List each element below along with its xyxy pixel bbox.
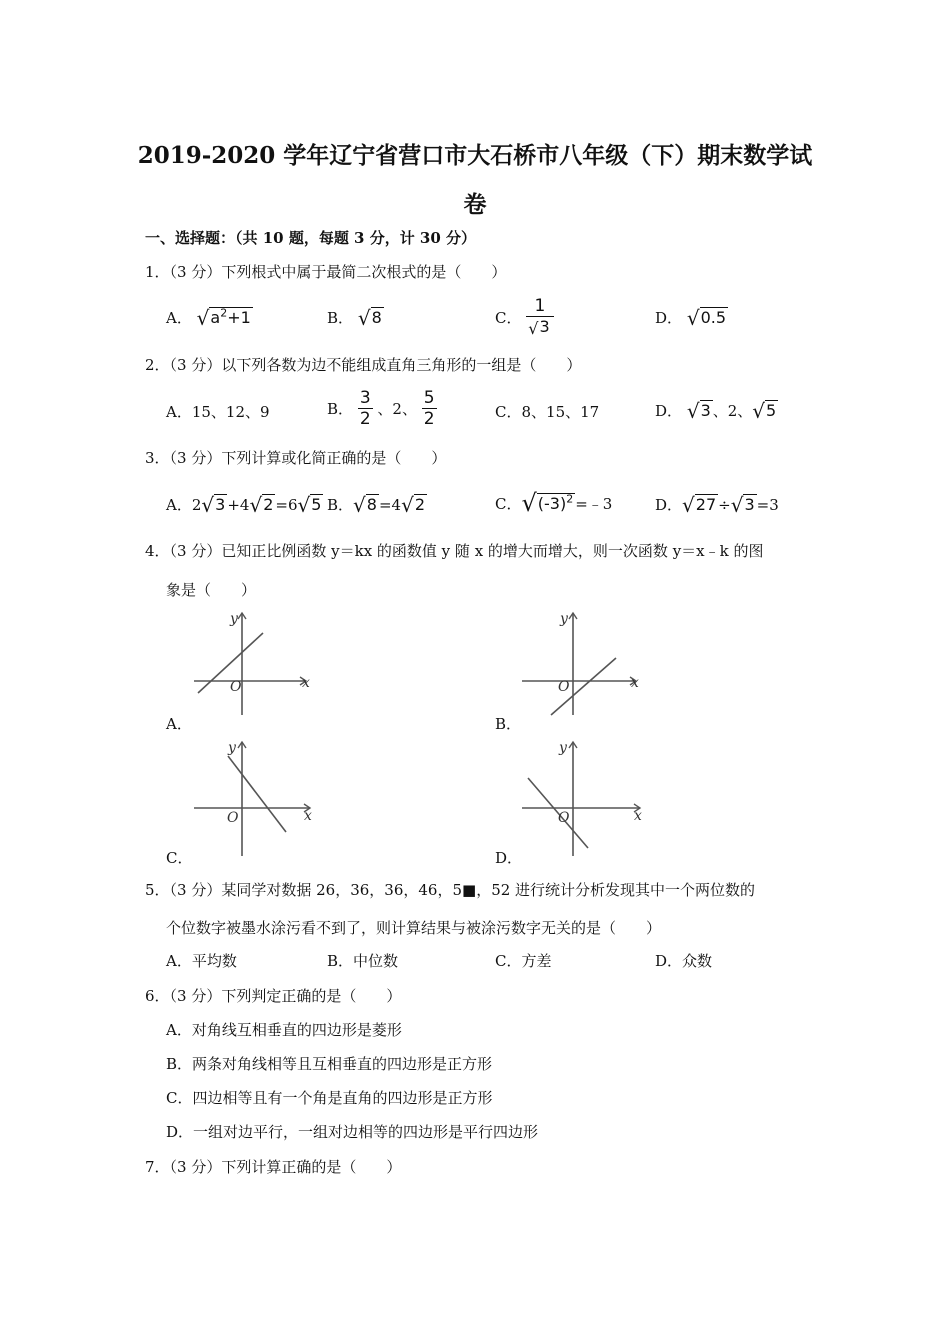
q3-option-a: A．2√3 +4√2 =6√5 <box>166 493 322 517</box>
origin-label: O <box>230 679 242 695</box>
origin-label: O <box>558 810 570 826</box>
q6-option-c: C．四边相等且有一个角是直角的四边形是正方形 <box>166 1089 493 1107</box>
q4-option-a-label: A． <box>166 715 192 733</box>
q5-option-c: C．方差 <box>495 952 552 970</box>
question-4-stem-line2: 象是（ ） <box>166 581 257 599</box>
q4-graph-d <box>518 738 648 858</box>
question-3-stem: 3．（3 分）下列计算或化简正确的是（ ） <box>145 449 447 467</box>
q3-option-b: B．√8 =4√2 <box>327 493 426 517</box>
q4-option-c-label: C． <box>166 849 193 867</box>
q4-graph-a <box>190 603 320 718</box>
origin-label: O <box>558 679 570 695</box>
fraction: $\frac{1}{√3}$ <box>526 296 553 339</box>
q2-option-d: D． √3 、2、√5 <box>655 399 777 423</box>
question-5-stem-line1: 5．（3 分）某同学对数据 26，36，36，46，5■，52 进行统计分析发现其中一个两位数的 <box>145 881 756 899</box>
y-axis-label: y <box>560 611 568 627</box>
x-axis-label: x <box>634 808 642 824</box>
q6-option-d: D．一组对边平行，一组对边相等的四边形是平行四边形 <box>166 1123 539 1141</box>
section-heading: 一、选择题：（共 10 题，每题 3 分，计 30 分） <box>145 229 477 247</box>
q2-option-a: A．15、12、9 <box>166 403 270 421</box>
q6-option-a: A．对角线互相垂直的四边形是菱形 <box>166 1021 402 1039</box>
origin-label: O <box>227 810 239 826</box>
question-4-stem-line1: 4．（3 分）已知正比例函数 y＝kx 的函数值 y 随 x 的增大而增大，则一次函数 y＝x﹣k 的图 <box>145 542 764 560</box>
q1-option-b: B． √8 <box>327 306 382 330</box>
y-axis-label: y <box>559 740 567 756</box>
question-6-stem: 6．（3 分）下列判定正确的是（ ） <box>145 987 402 1005</box>
y-axis-label: y <box>228 740 236 756</box>
q1-option-a: A． $√a^2+1$ <box>166 306 251 330</box>
y-axis-label: y <box>230 611 238 627</box>
question-2-stem: 2．（3 分）以下列各数为边不能组成直角三角形的一组是（ ） <box>145 356 582 374</box>
q4-graph-b <box>518 603 648 718</box>
x-axis-label: x <box>302 675 310 691</box>
q1-option-c: C． $\frac{1}{√3}$ <box>495 296 554 339</box>
q6-option-b: B．两条对角线相等且互相垂直的四边形是正方形 <box>166 1055 493 1073</box>
q1-option-d: D． √0.5 <box>655 306 727 330</box>
q5-option-b: B．中位数 <box>327 952 399 970</box>
q4-option-d-label: D． <box>495 849 523 867</box>
q2-option-c: C．8、15、17 <box>495 403 600 421</box>
q3-option-c: C．$√(-3)^2$ =﹣3 <box>495 489 613 517</box>
q4-graph-c <box>190 738 320 858</box>
question-5-stem-line2: 个位数字被墨水涂污看不到了，则计算结果与被涂污数字无关的是（ ） <box>166 919 662 937</box>
q4-option-b-label: B． <box>495 715 522 733</box>
question-1-stem: 1．（3 分）下列根式中属于最简二次根式的是（ ） <box>145 263 507 281</box>
q5-option-a: A．平均数 <box>166 952 237 970</box>
x-axis-label: x <box>304 808 312 824</box>
question-7-stem: 7．（3 分）下列计算正确的是（ ） <box>145 1158 402 1176</box>
x-axis-label: x <box>631 675 639 691</box>
page-title-line2: 卷 <box>463 191 487 218</box>
page-title-line1: 2019-2020 学年辽宁省营口市大石桥市八年级（下）期末数学试 <box>137 142 813 169</box>
sqrt-expression: $√a^2+1$ <box>196 306 251 330</box>
q3-option-d: D．√27 ÷√3 =3 <box>655 493 779 517</box>
q5-option-d: D．众数 <box>655 952 713 970</box>
q2-option-b: B． $\frac{3}{2}$ 、2、 $\frac{5}{2}$ <box>327 388 435 429</box>
